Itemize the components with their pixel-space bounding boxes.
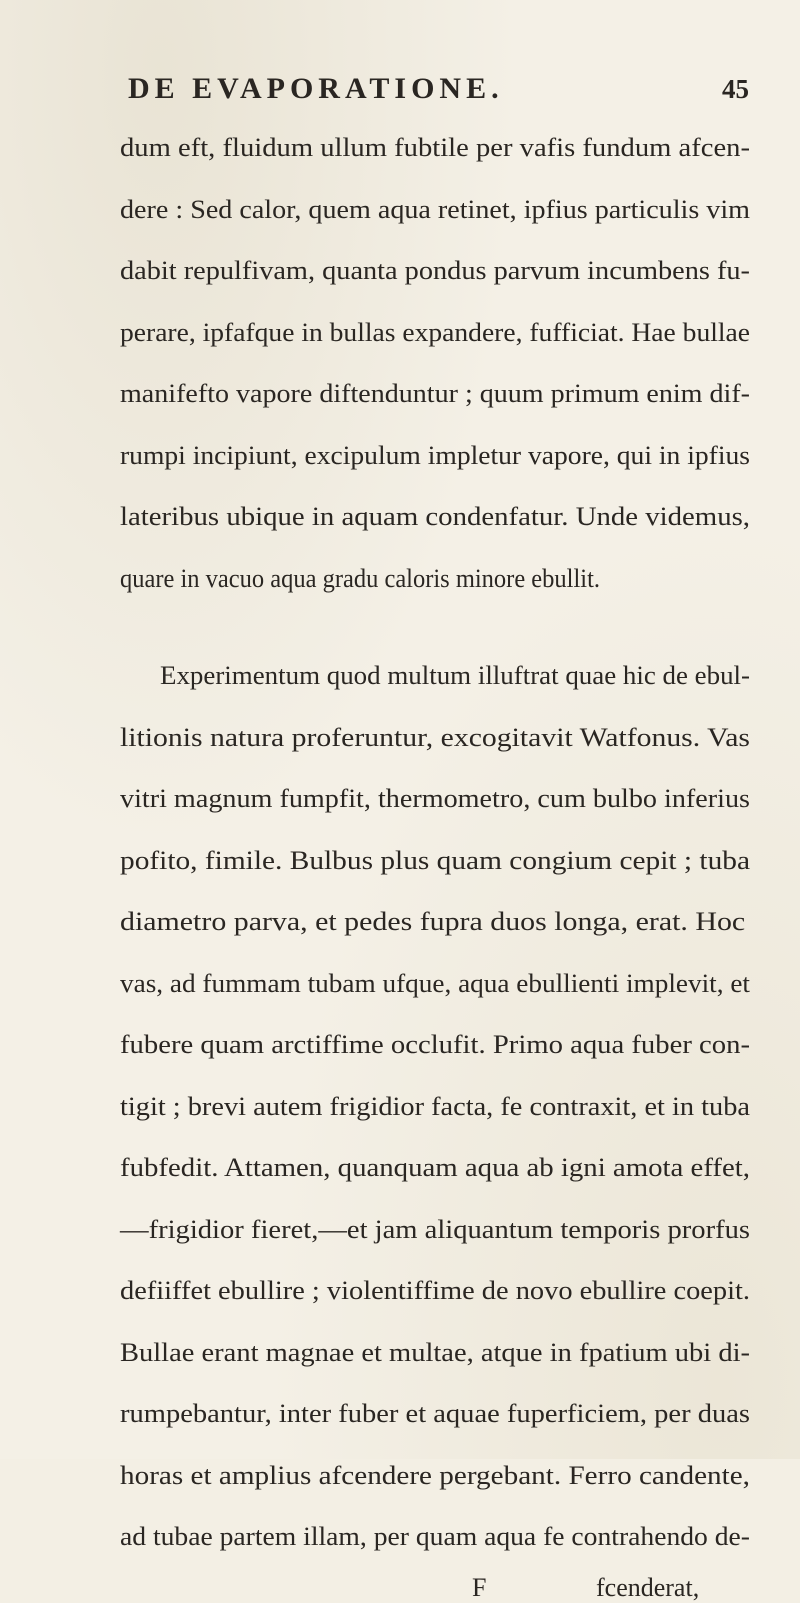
text-line: ad tubae partem illam, per quam aqua fe contrahendo de- (120, 1522, 750, 1551)
text-line: fubfedit. Attamen, quanquam aqua ab igni amota effet, (120, 1153, 750, 1182)
text-line: Bullae erant magnae et multae, atque in fpatium ubi di- (120, 1337, 750, 1367)
text-line: quare in vacuo aqua gradu caloris minore ebullit. (120, 563, 600, 593)
running-title: DE EVAPORATIONE. (128, 72, 504, 105)
text-line: dum eft, fluidum ullum fubtile per vafis fundum afcen- (120, 133, 750, 162)
text-line: litionis natura proferuntur, excogitavit Watfonus. Vas (120, 722, 750, 752)
catchword: fcenderat, (596, 1572, 700, 1602)
text-line: manifefto vapore diftenduntur ; quum primum enim dif- (120, 379, 750, 408)
text-line: —frigidior fieret,—et jam aliquantum temporis prorfus (120, 1214, 750, 1244)
text-line: pofito, fimile. Bulbus plus quam congium cepit ; tuba (120, 845, 750, 875)
running-head (0, 72, 800, 112)
text-line: dabit repulfivam, quanta pondus parvum incumbens fu- (120, 256, 750, 285)
text-line: perare, ipfafque in bullas expandere, fufficiat. Hae bullae (120, 317, 750, 347)
text-line: Experimentum quod multum illuftrat quae hic de ebul- (160, 661, 750, 690)
text-line: rumpebantur, inter fuber et aquae fuperficiem, per duas (120, 1399, 750, 1428)
text-line: defiiffet ebullire ; violentiffime de novo ebullire coepit. (120, 1276, 750, 1305)
text-line: horas et amplius afcendere pergebant. Ferro candente, (120, 1460, 750, 1490)
page-number: 45 (722, 74, 749, 104)
text-line: vitri magnum fumpfit, thermometro, cum bulbo inferius (120, 784, 750, 813)
text-line: tigit ; brevi autem frigidior facta, fe contraxit, et in tuba (120, 1091, 750, 1121)
text-line: rumpi incipiunt, excipulum impletur vapore, qui in ipfius (120, 440, 750, 470)
text-line: fubere quam arctiffime occlufit. Primo aqua fuber con- (120, 1030, 750, 1059)
text-line: dere : Sed calor, quem aqua retinet, ipfius particulis vim (120, 194, 750, 224)
signature-mark: F (472, 1572, 487, 1602)
text-line: diametro parva, et pedes fupra duos longa, erat. Hoc (120, 907, 746, 936)
text-line: lateribus ubique in aquam condenfatur. Unde videmus, (120, 502, 750, 531)
text-line: vas, ad fummam tubam ufque, aqua ebullienti implevit, et (120, 968, 750, 998)
